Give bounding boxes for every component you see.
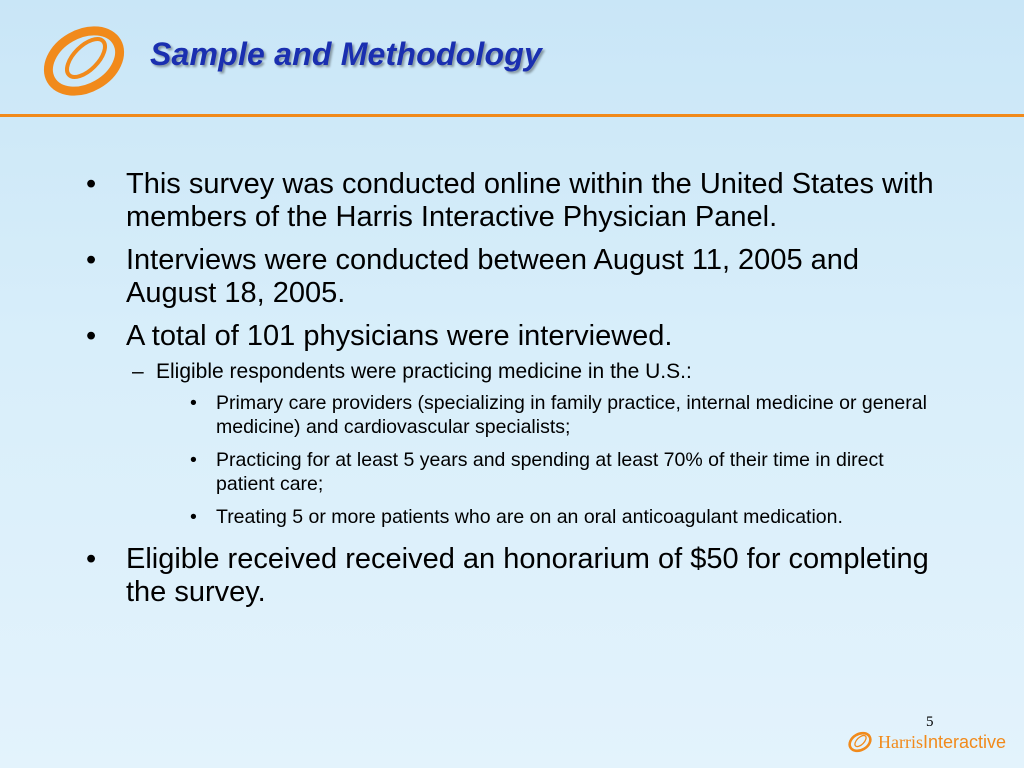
sub-bullet-text: Eligible respondents were practicing medicine in the U.S.: [156, 360, 692, 383]
bullet-item [86, 168, 946, 234]
footer-brand [846, 724, 1016, 760]
sub-sub-bullet-item [190, 448, 946, 496]
bullet-dot-icon: • [86, 168, 97, 200]
sub-sub-bullet-item [190, 391, 946, 439]
bullet-dot-icon: • [190, 506, 197, 528]
sub-bullet-item [132, 359, 946, 385]
bullet-dot-icon: • [86, 244, 97, 276]
slide-body [86, 168, 946, 619]
bullet-item [86, 543, 946, 609]
bullet-dot-icon: • [190, 449, 197, 471]
sub-sub-bullet-text: Primary care providers (specializing in family practice, internal medicine or general medicine) and cardiovascular specialists; [216, 392, 927, 438]
header-divider [0, 114, 1024, 117]
sub-sub-bullet-item [190, 505, 946, 529]
page-number: 5 [926, 714, 934, 730]
brand-interactive: Interactive [922, 731, 1007, 752]
sub-sub-bullet-text: Practicing for at least 5 years and spending at least 70% of their time in direct patient care; [216, 449, 884, 495]
bullet-text: Interviews were conducted between August 11, 2005 and August 18, 2005. [126, 244, 860, 309]
bullet-text: This survey was conducted online within the United States with members of the Harris Interactive Physician Panel. [126, 168, 934, 233]
bullet-text: A total of 101 physicians were interviewed. [126, 320, 673, 352]
sub-sub-bullet-text: Treating 5 or more patients who are on an oral anticoagulant medication. [216, 506, 843, 528]
dash-bullet-icon: – [132, 360, 144, 383]
bullet-dot-icon: • [86, 543, 97, 575]
bullet-item [86, 244, 946, 310]
bullet-text: Eligible received received an honorarium of $50 for completing the survey. [126, 543, 929, 608]
brand-harris: Harris [878, 731, 923, 752]
harris-logo-icon [846, 730, 874, 754]
harris-logo-icon [36, 20, 132, 102]
bullet-item [86, 320, 946, 353]
bullet-dot-icon: • [86, 320, 97, 352]
page-title: Sample and Methodology [150, 36, 542, 72]
bullet-dot-icon: • [190, 392, 197, 414]
